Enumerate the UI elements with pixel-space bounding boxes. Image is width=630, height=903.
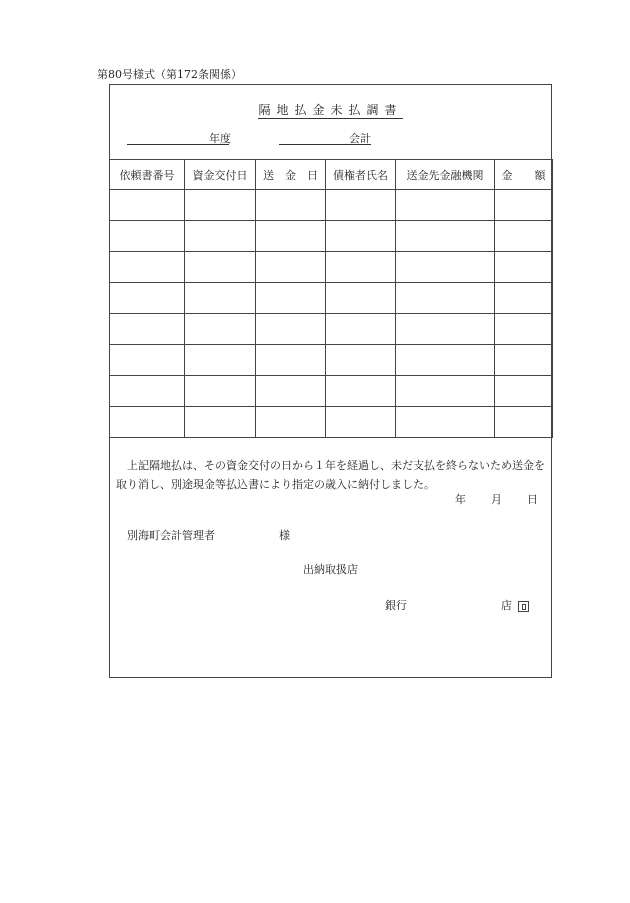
branch-label (501, 597, 529, 613)
header-fund-date: 資金交付日 (185, 160, 256, 190)
table-cell (396, 407, 495, 438)
table-cell (495, 221, 553, 252)
table-cell (495, 407, 553, 438)
table-cell (110, 376, 185, 407)
fiscal-year-label: 年度 (209, 132, 231, 145)
table-cell (495, 345, 553, 376)
table-cell (396, 283, 495, 314)
table-cell (326, 283, 396, 314)
table-cell (256, 252, 326, 283)
table-cell (185, 190, 256, 221)
form-frame (109, 84, 552, 678)
table-cell (185, 345, 256, 376)
header-request-number: 依頼書番号 (110, 160, 185, 190)
table-cell (495, 190, 553, 221)
table-cell (326, 190, 396, 221)
branch-label-text: 店 (501, 599, 512, 612)
table-cell (110, 345, 185, 376)
table-cell (495, 314, 553, 345)
table-cell (326, 252, 396, 283)
table-cell (110, 407, 185, 438)
table-cell (495, 283, 553, 314)
date-day-label: 日 (527, 493, 538, 506)
header-creditor-name: 債権者氏名 (326, 160, 396, 190)
table-cell (326, 314, 396, 345)
header-remit-date: 送 金 日 (256, 160, 326, 190)
account-label: 会計 (349, 132, 371, 145)
table-header-row (110, 160, 553, 190)
table-row (110, 190, 553, 221)
table-cell (256, 407, 326, 438)
date-year-label: 年 (455, 493, 466, 506)
table-row (110, 283, 553, 314)
form-number-label: 第80号様式（第172条関係） (97, 68, 242, 81)
table-cell (326, 221, 396, 252)
table-cell (396, 252, 495, 283)
header-destination-bank: 送金先金融機関 (396, 160, 495, 190)
table-cell (396, 345, 495, 376)
table-row (110, 345, 553, 376)
table-cell (110, 314, 185, 345)
table-cell (256, 221, 326, 252)
table-cell (185, 376, 256, 407)
form-title (110, 101, 551, 118)
table-row (110, 314, 553, 345)
table-cell (110, 252, 185, 283)
header-amount: 金 額 (495, 160, 553, 190)
table-cell (495, 376, 553, 407)
table-row (110, 252, 553, 283)
seal-icon (518, 601, 529, 612)
table-cell (396, 314, 495, 345)
table-row (110, 376, 553, 407)
table-cell (185, 283, 256, 314)
bank-label: 銀行 (385, 599, 407, 612)
table-cell (495, 252, 553, 283)
table-row (110, 407, 553, 438)
table-cell (396, 376, 495, 407)
addressee-name: 別海町会計管理者 (127, 529, 215, 542)
table-cell (326, 345, 396, 376)
notice-text: 上記隔地払は、その資金交付の日から１年を経過し、未だ支払を終らないため送金を取り消し、別途現金等払込書により指定の歳入に納付しました。 (116, 459, 545, 491)
ledger-table (109, 159, 553, 438)
table-cell (256, 345, 326, 376)
table-cell (326, 407, 396, 438)
table-cell (256, 190, 326, 221)
agent-label: 出納取扱店 (303, 563, 358, 576)
addressee-honorific: 様 (279, 529, 290, 542)
table-cell (185, 314, 256, 345)
table-cell (110, 190, 185, 221)
table-cell (185, 407, 256, 438)
table-cell (185, 221, 256, 252)
table-cell (256, 376, 326, 407)
table-cell (396, 221, 495, 252)
table-cell (185, 252, 256, 283)
table-cell (256, 314, 326, 345)
table-cell (110, 221, 185, 252)
date-month-label: 月 (491, 493, 502, 506)
table-cell (110, 283, 185, 314)
form-title-text: 隔地払金未払調書 (258, 103, 403, 117)
table-cell (256, 283, 326, 314)
table-cell (396, 190, 495, 221)
table-cell (326, 376, 396, 407)
table-row (110, 221, 553, 252)
